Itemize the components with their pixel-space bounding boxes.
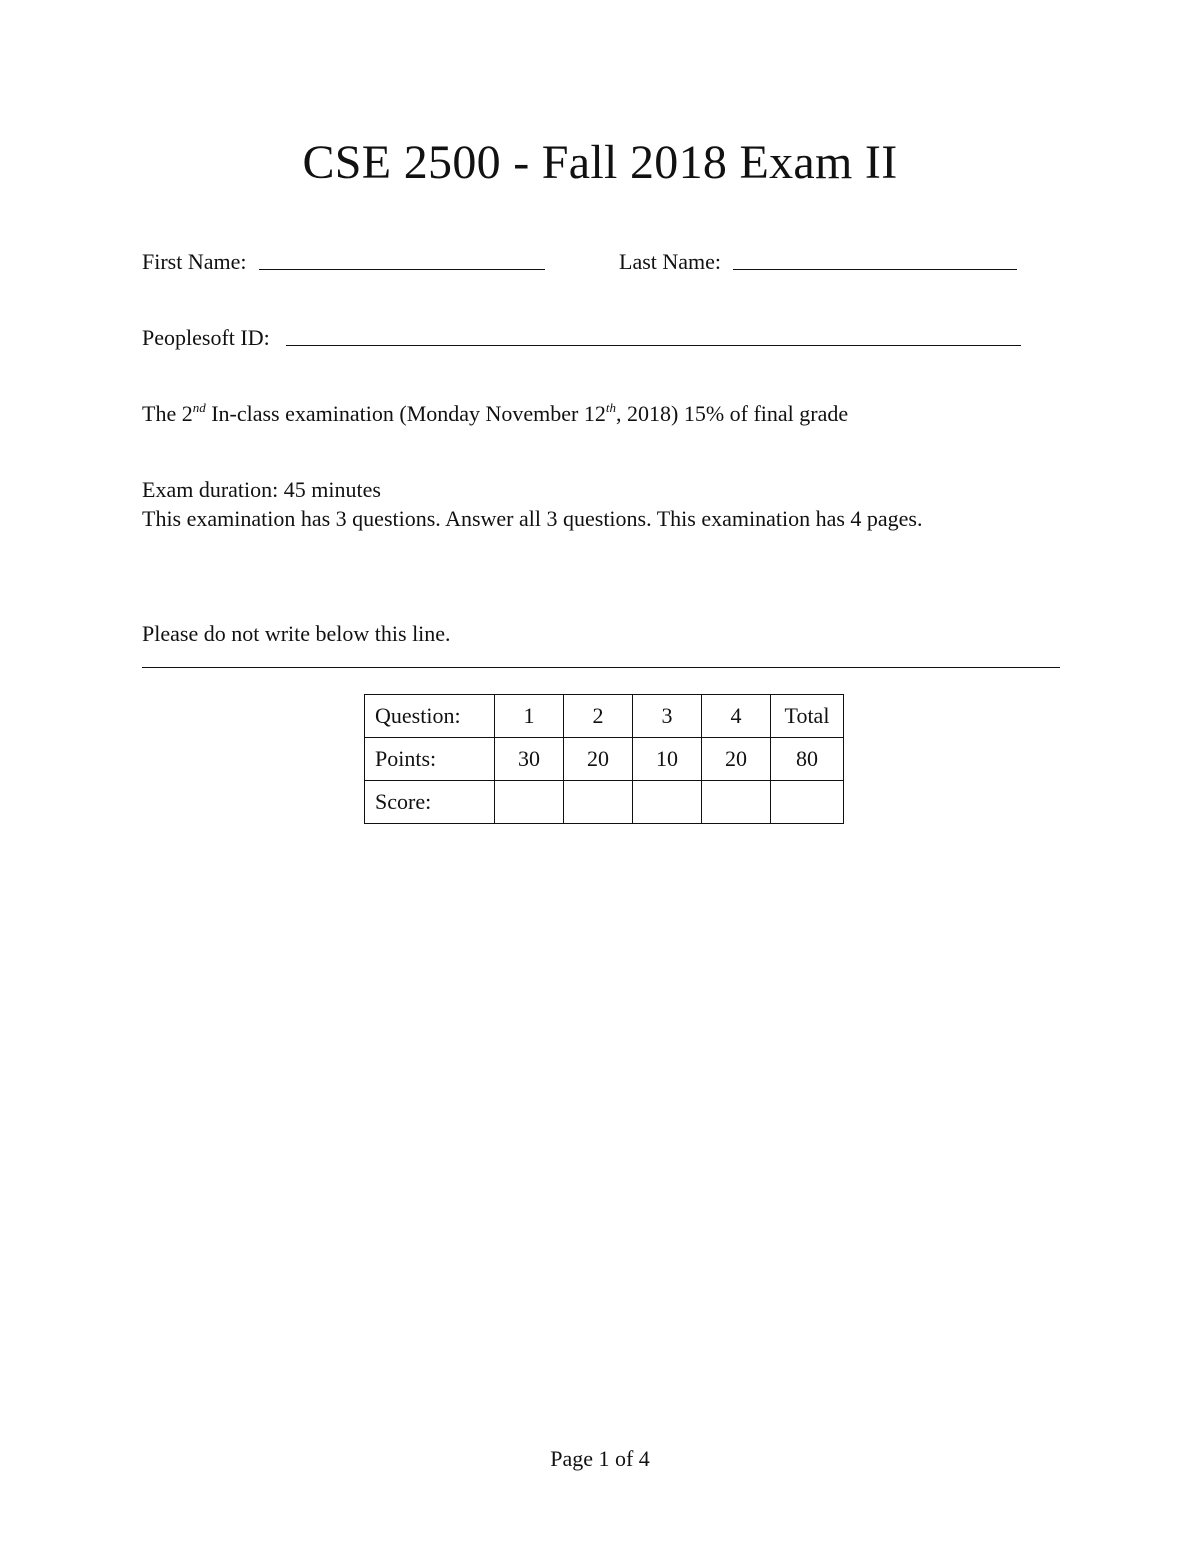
- exam-info-end: , 2018) 15% of final grade: [616, 401, 849, 426]
- exam-duration: Exam duration: 45 minutes: [142, 477, 381, 502]
- table-row-questions: [365, 695, 844, 738]
- points-cell: 20: [564, 738, 633, 781]
- page-footer: Page 1 of 4: [550, 1446, 650, 1471]
- points-cell: 30: [495, 738, 564, 781]
- exam-info-prefix: The 2: [142, 401, 193, 426]
- peoplesoft-id-field[interactable]: [286, 345, 1021, 346]
- ordinal-suffix: nd: [192, 400, 206, 415]
- question-cell: 1: [495, 695, 564, 738]
- points-cell: 10: [633, 738, 702, 781]
- last-name-label: Last Name:: [619, 249, 722, 274]
- exam-info-middle: In-class examination (Monday November 12: [205, 401, 606, 426]
- table-row-score: [365, 781, 844, 824]
- score-cell[interactable]: [495, 781, 564, 824]
- peoplesoft-id-label: Peoplesoft ID:: [142, 325, 270, 350]
- first-name-label: First Name:: [142, 249, 247, 274]
- table-row-points: [365, 738, 844, 781]
- score-cell[interactable]: [702, 781, 771, 824]
- score-total-cell[interactable]: [771, 781, 844, 824]
- row-header-score: Score:: [365, 781, 495, 824]
- last-name-field[interactable]: [733, 269, 1017, 270]
- exam-info-line: [142, 400, 848, 428]
- question-total-cell: Total: [771, 695, 844, 738]
- row-header-points: Points:: [365, 738, 495, 781]
- points-total-cell: 80: [771, 738, 844, 781]
- divider-line: [142, 667, 1060, 668]
- notice-text: Please do not write below this line.: [142, 621, 451, 646]
- score-cell[interactable]: [564, 781, 633, 824]
- row-header-question: Question:: [365, 695, 495, 738]
- exam-title: CSE 2500 - Fall 2018 Exam II: [302, 136, 898, 189]
- question-cell: 2: [564, 695, 633, 738]
- score-cell[interactable]: [633, 781, 702, 824]
- exam-instructions: This examination has 3 questions. Answer all 3 questions. This examination has 4 pages.: [142, 506, 923, 531]
- question-cell: 4: [702, 695, 771, 738]
- date-suffix: th: [605, 400, 616, 415]
- points-cell: 20: [702, 738, 771, 781]
- first-name-field[interactable]: [259, 269, 545, 270]
- question-cell: 3: [633, 695, 702, 738]
- grade-table: [364, 694, 844, 824]
